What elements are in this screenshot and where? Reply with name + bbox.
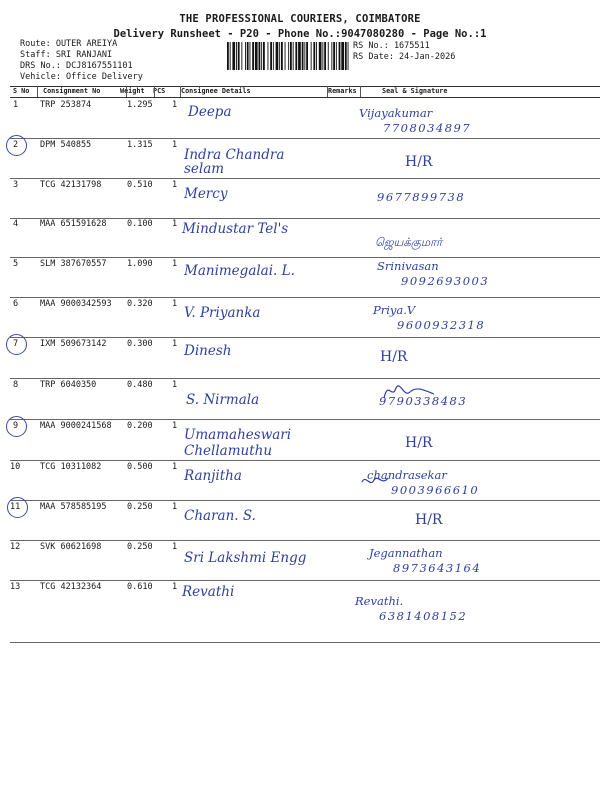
weight-value: 0.100 — [127, 219, 153, 229]
consignee-name: S. Nirmala — [186, 392, 260, 408]
col-pcs: PCS — [153, 87, 166, 95]
seal-line: Revathi. — [355, 594, 404, 608]
weight-value: 1.090 — [127, 259, 153, 269]
hr-mark: H/R — [380, 349, 408, 365]
seal-line: Jegannathan — [369, 546, 443, 560]
barcode-bar — [304, 42, 305, 70]
barcode-bar — [252, 42, 254, 70]
weight-value: 0.250 — [127, 542, 153, 552]
column-rule — [37, 86, 38, 97]
weight-value: 1.315 — [127, 140, 153, 150]
weight-value: 1.295 — [127, 100, 153, 110]
barcode-bar — [316, 42, 317, 70]
pcs-value: 1 — [172, 259, 178, 269]
rs-info — [353, 41, 455, 63]
row-rule — [10, 337, 600, 338]
seal-line: 9790338483 — [379, 394, 468, 408]
column-rule — [360, 86, 361, 97]
row-sno: 2 — [13, 140, 19, 150]
seal-signature — [377, 259, 489, 289]
consignment-number: MAA 651591628 — [40, 219, 107, 229]
consignment-number: MAA 9000342593 — [40, 299, 112, 309]
barcode — [227, 42, 349, 70]
row-rule — [10, 500, 600, 501]
table-header — [10, 86, 600, 97]
hr-mark: H/R — [415, 512, 443, 528]
consignment-number: DPM 540855 — [40, 140, 92, 150]
barcode-bar — [241, 42, 242, 70]
table-row — [10, 100, 600, 138]
row-rule — [10, 540, 600, 541]
consignee-name: Deepa — [188, 104, 232, 120]
row-sno: 4 — [13, 219, 19, 229]
seal-line: 7708034897 — [383, 121, 472, 135]
barcode-bar — [255, 42, 258, 70]
table-row — [10, 259, 600, 297]
seal-signature — [375, 235, 442, 250]
col-consignee: Consignee Details — [181, 87, 251, 95]
vehicle-label: Vehicle: Office Delivery — [20, 72, 143, 82]
consignee-name: V. Priyanka — [184, 305, 261, 321]
row-sno: 9 — [13, 421, 19, 431]
seal-line: 6381408152 — [379, 609, 468, 623]
barcode-bar — [232, 42, 235, 70]
row-rule — [10, 297, 600, 298]
consignee-name: Ranjitha — [184, 468, 242, 484]
table-row — [10, 219, 600, 257]
barcode-bar — [311, 42, 312, 70]
seal-line: chandrasekar — [367, 468, 447, 482]
column-rule — [180, 86, 181, 97]
col-weight: Weight — [120, 87, 145, 95]
consignment-number: TRP 253874 — [40, 100, 92, 110]
row-sno: 3 — [13, 180, 19, 190]
seal-signature — [359, 106, 471, 136]
circled-mark — [6, 135, 27, 156]
barcode-bar — [238, 42, 240, 70]
row-sno: 12 — [10, 542, 21, 552]
circled-mark — [6, 416, 27, 437]
barcode-bar — [324, 42, 326, 70]
row-sno: 1 — [13, 100, 19, 110]
pcs-value: 1 — [172, 100, 178, 110]
table-row — [10, 421, 600, 460]
table-row — [10, 582, 600, 642]
consignee-name: Revathi — [182, 584, 235, 600]
barcode-bar — [328, 42, 329, 70]
consignment-number: TCG 42131798 — [40, 180, 102, 190]
column-rule — [154, 86, 155, 97]
consignee-name: Manimegalai. L. — [184, 263, 295, 279]
weight-value: 0.480 — [127, 380, 153, 390]
consignment-number: TRP 6040350 — [40, 380, 97, 390]
pcs-value: 1 — [172, 219, 178, 229]
consignment-number: MAA 9000241568 — [40, 421, 112, 431]
signature-scribble — [380, 378, 450, 404]
barcode-bar — [263, 42, 265, 70]
consignee-name: Indra Chandra selam — [184, 147, 285, 177]
circled-mark — [7, 497, 28, 518]
barcode-bar — [339, 42, 341, 70]
weight-value: 0.610 — [127, 582, 153, 592]
row-sno: 6 — [13, 299, 19, 309]
table-row — [10, 299, 600, 337]
signature-scribble — [360, 468, 430, 494]
seal-signature — [369, 546, 481, 576]
weight-value: 0.250 — [127, 502, 153, 512]
table-row — [10, 380, 600, 419]
route-label: Route: OUTER AREIYA — [20, 39, 118, 49]
consignment-number: IXM 509673142 — [40, 339, 107, 349]
seal-signature — [355, 594, 467, 624]
table-row — [10, 502, 600, 540]
barcode-bar — [230, 42, 231, 70]
barcode-bar — [268, 42, 269, 70]
barcode-bar — [273, 42, 274, 70]
table-row — [10, 140, 600, 178]
rs-number: RS No.: 1675511 — [353, 41, 430, 51]
barcode-bar — [331, 42, 332, 70]
col-sno: S No — [13, 87, 30, 95]
consignment-number: TCG 10311082 — [40, 462, 102, 472]
seal-signature — [377, 190, 465, 205]
row-rule — [10, 460, 600, 461]
barcode-bar — [250, 42, 251, 70]
barcode-bar — [319, 42, 322, 70]
barcode-bar — [247, 42, 249, 70]
barcode-bar — [333, 42, 335, 70]
pcs-value: 1 — [172, 502, 178, 512]
col-seal: Seal & Signature — [382, 87, 448, 95]
weight-value: 0.300 — [127, 339, 153, 349]
barcode-bar — [261, 42, 262, 70]
row-sno: 13 — [10, 582, 21, 592]
barcode-bar — [322, 42, 323, 70]
barcode-bar — [293, 42, 294, 70]
barcode-bar — [285, 42, 286, 70]
barcode-bar — [236, 42, 237, 70]
seal-line: 8973643164 — [393, 561, 482, 575]
barcode-bar — [348, 42, 349, 70]
pcs-value: 1 — [172, 380, 178, 390]
consignment-number: SVK 60621698 — [40, 542, 102, 552]
circled-mark — [6, 334, 27, 355]
seal-line: Srinivasan — [377, 259, 439, 273]
staff-label: Staff: SRI RANJANI — [20, 50, 113, 60]
hr-mark: H/R — [405, 435, 433, 451]
pcs-value: 1 — [172, 140, 178, 150]
pcs-value: 1 — [172, 542, 178, 552]
barcode-bar — [306, 42, 308, 70]
consignee-name: Umamaheswari Chellamuthu — [184, 427, 292, 459]
row-rule — [10, 580, 600, 581]
weight-value: 0.200 — [127, 421, 153, 431]
seal-line: 9092693003 — [401, 274, 490, 288]
row-rule — [10, 138, 600, 139]
seal-line: 9003966610 — [391, 483, 480, 497]
barcode-bar — [341, 42, 344, 70]
pcs-value: 1 — [172, 339, 178, 349]
barcode-bar — [276, 42, 279, 70]
seal-line: Priya.V — [373, 303, 416, 317]
pcs-value: 1 — [172, 299, 178, 309]
barcode-bar — [290, 42, 292, 70]
rs-date: RS Date: 24-Jan-2026 — [353, 52, 456, 62]
barcode-bar — [298, 42, 301, 70]
drs-label: DRS No.: DCJ8167551101 — [20, 61, 133, 71]
weight-value: 0.320 — [127, 299, 153, 309]
consignee-name: Dinesh — [184, 343, 232, 359]
barcode-bar — [270, 42, 272, 70]
weight-value: 0.510 — [127, 180, 153, 190]
barcode-bar — [259, 42, 261, 70]
consignment-number: MAA 578585195 — [40, 502, 107, 512]
seal-line: 9600932318 — [397, 318, 486, 332]
table-header-rule — [10, 97, 600, 98]
consignee-name: Charan. S. — [184, 508, 256, 524]
barcode-bar — [302, 42, 304, 70]
barcode-bar — [281, 42, 283, 70]
row-sno: 5 — [13, 259, 19, 269]
consignee-name: Mercy — [184, 186, 228, 202]
seal-signature — [373, 303, 485, 333]
barcode-bar — [295, 42, 297, 70]
column-rule — [327, 86, 328, 97]
row-rule — [10, 419, 600, 420]
pcs-value: 1 — [172, 180, 178, 190]
row-sno: 10 — [10, 462, 21, 472]
table-row — [10, 542, 600, 580]
row-sno: 7 — [13, 339, 19, 349]
consignee-name: Sri Lakshmi Engg — [184, 550, 307, 566]
row-rule — [10, 378, 600, 379]
runsheet-subtitle: Delivery Runsheet - P20 - Phone No.:9047080280 - Page No.:1 — [113, 28, 487, 40]
consignment-number: TCG 42132364 — [40, 582, 102, 592]
column-rule — [126, 86, 127, 97]
barcode-bar — [345, 42, 347, 70]
table-row — [10, 339, 600, 378]
barcode-bar — [245, 42, 246, 70]
company-title: THE PROFESSIONAL COURIERS, COIMBATORE — [179, 13, 421, 25]
pcs-value: 1 — [172, 421, 178, 431]
seal-line: Vijayakumar — [359, 106, 433, 120]
barcode-bar — [313, 42, 315, 70]
row-sno: 11 — [10, 502, 21, 512]
barcode-bar — [227, 42, 229, 70]
hr-mark: H/R — [405, 154, 433, 170]
table-row — [10, 180, 600, 218]
barcode-bar — [288, 42, 289, 70]
barcode-bar — [279, 42, 280, 70]
route-info — [20, 39, 143, 83]
barcode-bar — [336, 42, 337, 70]
pcs-value: 1 — [172, 462, 178, 472]
row-rule — [10, 178, 600, 179]
col-remarks: Remarks — [328, 87, 357, 95]
row-rule — [10, 642, 600, 643]
row-sno: 8 — [13, 380, 19, 390]
pcs-value: 1 — [172, 582, 178, 592]
col-consignment: Consignment No — [43, 87, 101, 95]
consignment-number: SLM 387670557 — [40, 259, 107, 269]
seal-line: 9677899738 — [377, 190, 466, 204]
seal-line: ஜெயக்குமார் — [375, 235, 443, 249]
row-rule — [10, 257, 600, 258]
consignee-name: Mindustar Tel's — [182, 221, 289, 237]
table-row — [10, 462, 600, 500]
weight-value: 0.500 — [127, 462, 153, 472]
